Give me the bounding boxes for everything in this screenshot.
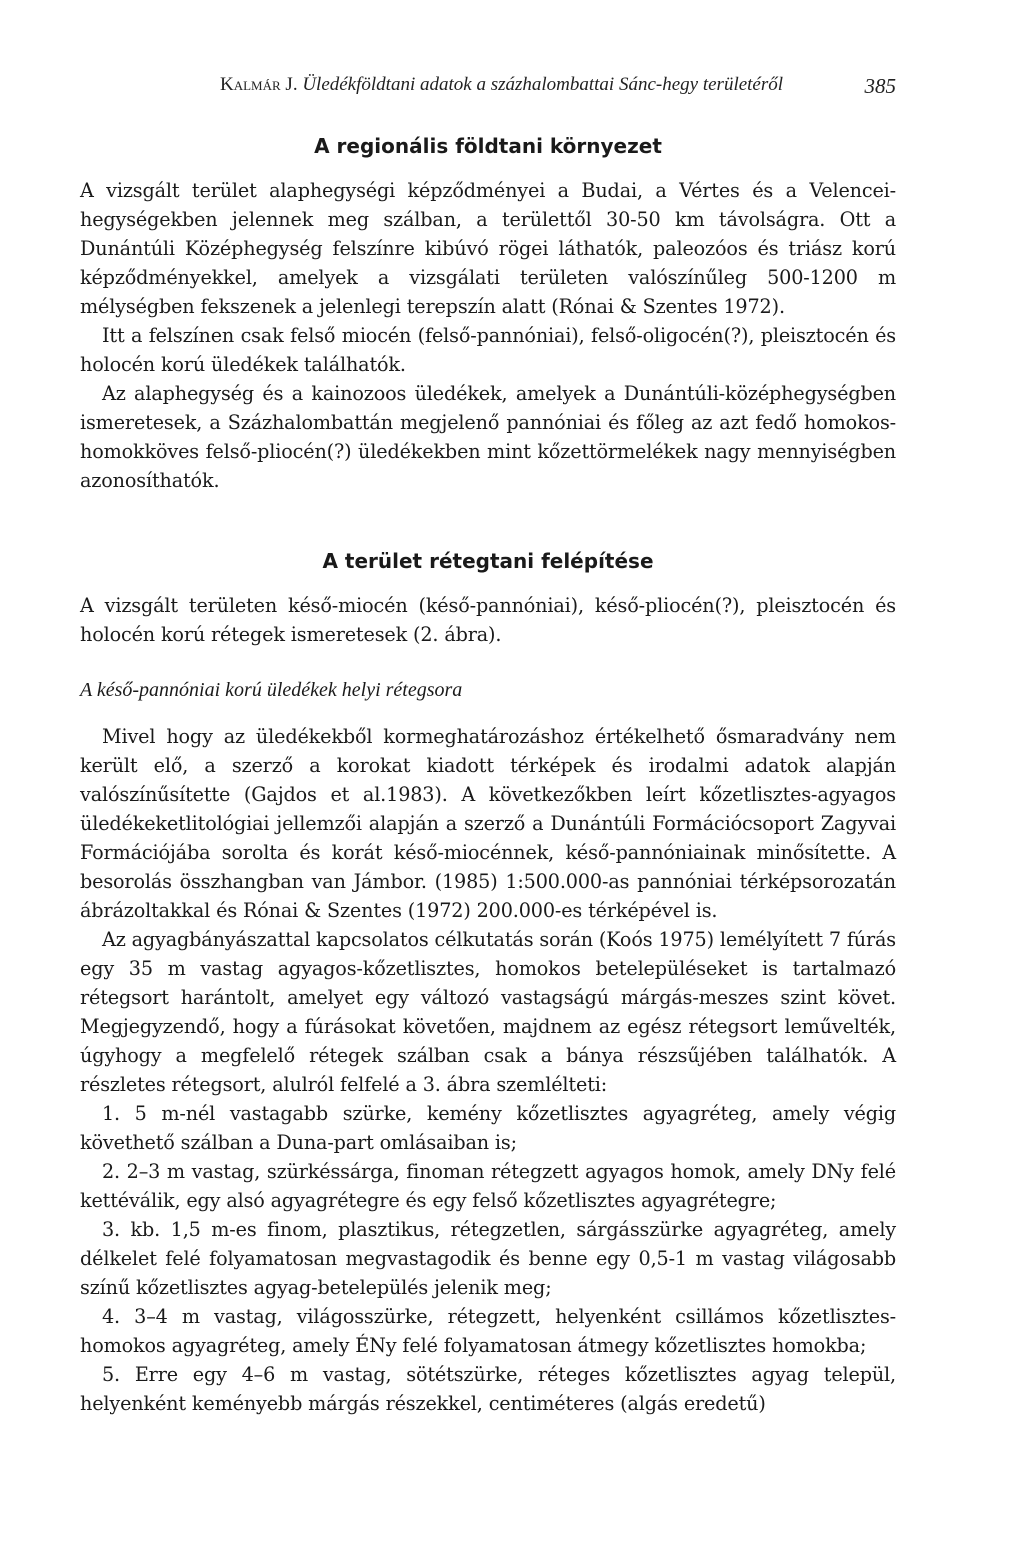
paragraph: A vizsgált területen késő-miocén (késő-pannóniai), késő-pliocén(?), pleisztocén és holocén korú rétegek ismeretesek (2. ábra).: [80, 594, 896, 646]
paragraph: Az alaphegység és a kainozoos üledékek, amelyek a Dunántúli-középhegységben ismeretesek, a Százhalombattán megjelenő pannóniai és főleg az azt fedő homokos-homokköves felső-pliocén(?) üledékekben mint kőzettörmelékek nagy mennyiségben azonosíthatók.: [80, 382, 896, 492]
subsection-heading: A késő-pannóniai korú üledékek helyi rétegsora: [80, 679, 463, 701]
paragraph: A vizsgált terület alaphegységi képződményei a Budai, a Vértes és a Velencei-hegységekben jelennek meg szálban, a területtől 30-50 km távolságra. Ott a Dunántúli Középhegység felszínre kibúvó rögei láthatók, paleozóos és triász korú képződményekkel, amelyek a vizsgálati területen valószínűleg 500-1200 m mélységben fekszenek a jelenlegi terepszín alatt (Rónai & Szentes 1972).: [80, 179, 896, 318]
list-item: 1. 5 m-nél vastagabb szürke, kemény kőzetlisztes agyagréteg, amely végig követhető szálban a Duna-part omlásaiban is;: [80, 1102, 896, 1154]
document-page: [80, 70, 896, 1418]
paragraph: Az agyagbányászattal kapcsolatos célkutatás során (Koós 1975) lemélyített 7 fúrás egy 35 m vastag agyagos-kőzetlisztes, homokos betelepüléseket is tartalmazó rétegsort harántolt, amelyet egy változó vastagságú márgás-meszes szint követ. Megjegyzendő, hogy a fúrásokat követően, majdnem az egész rétegsort leművelték, úgyhogy a megfelelő rétegek szálban csak a bánya részsűjében találhatók. A részletes rétegsort, alulról felfelé a 3. ábra szemlélteti:: [80, 928, 896, 1096]
section-heading-stratigraphy: A terület rétegtani felépítése: [322, 549, 654, 573]
paragraph: Itt a felszínen csak felső miocén (felső-pannóniai), felső-oligocén(?), pleisztocén és holocén korú üledékek találhatók.: [80, 324, 896, 376]
list-item: 4. 3–4 m vastag, világosszürke, rétegzett, helyenként csillámos kőzetlisztes-homokos agyagréteg, amely ÉNy felé folyamatosan átmegy kőzetlisztes homokba;: [80, 1305, 896, 1357]
list-item: 5. Erre egy 4–6 m vastag, sötétszürke, réteges kőzetlisztes agyag települ, helyenként keményebb márgás részekkel, centiméteres (algás eredetű): [80, 1363, 896, 1415]
running-header: [80, 70, 896, 110]
section-heading-regional-geology: A regionális földtani környezet: [314, 134, 662, 158]
list-item: 3. kb. 1,5 m-es finom, plasztikus, rétegzetlen, sárgásszürke agyagréteg, amely délkelet felé folyamatosan megvastagodik és benne egy 0,5-1 m vastag világosabb színű kőzetlisztes agyag-betelepülés jelenik meg;: [80, 1218, 896, 1299]
list-item: 2. 2–3 m vastag, szürkéssárga, finoman rétegzett agyagos homok, amely DNy felé kettéválik, egy alsó agyagrétegre és egy felső kőzetlisztes agyagrétegre;: [80, 1160, 896, 1212]
header-author: Kalmár J.: [220, 74, 298, 95]
header-citation: [220, 74, 783, 96]
page-number: 385: [864, 74, 896, 98]
paragraph: Mivel hogy az üledékekből kormeghatározáshoz értékelhető ősmaradvány nem került elő, a szerző a korokat kiadott térképek és irodalmi adatok alapján valószínűsítette (Gajdos et al.1983). A következőkben leírt kőzetlisztes-agyagos üledékeketlitológiai jellemzői alapján a szerző a Dunántúli Formációcsoport Zagyvai Formációjába sorolta és korát késő-miocénnek, késő-pannóniainak minősítette. A besorolás összhangban van Jámbor. (1985) 1:500.000-as pannóniai térképsorozatán ábrázoltakkal és Rónai & Szentes (1972) 200.000-es térképével is.: [80, 725, 896, 922]
header-title: Üledékföldtani adatok a százhalombattai Sánc-hegy területéről: [302, 74, 784, 95]
